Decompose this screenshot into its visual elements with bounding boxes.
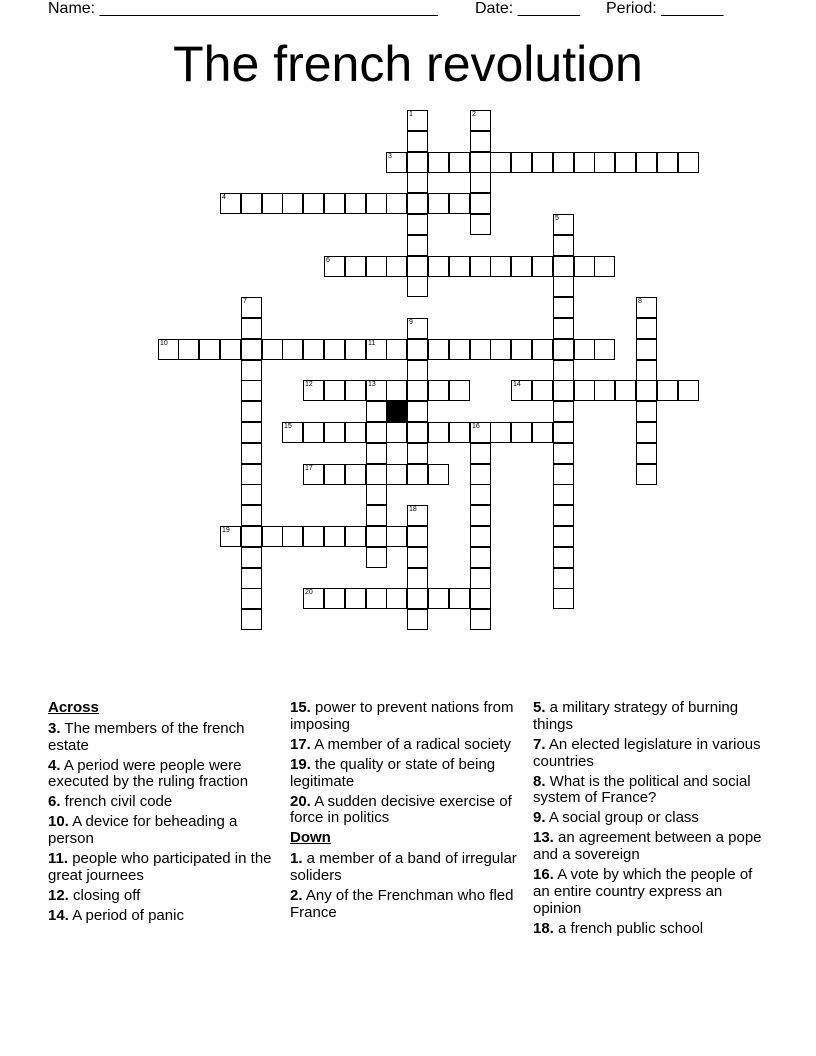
grid-cell[interactable] <box>678 152 699 173</box>
grid-cell[interactable] <box>470 110 491 131</box>
clue-item <box>290 851 528 885</box>
clue-text: A sudden decisive exercise of force in politics <box>290 792 512 827</box>
grid-cell[interactable] <box>345 422 366 443</box>
grid-cell[interactable] <box>449 588 470 609</box>
grid-cell[interactable] <box>428 422 449 443</box>
grid-cell[interactable] <box>324 256 345 277</box>
grid-cell[interactable] <box>574 152 595 173</box>
grid-cell[interactable] <box>574 256 595 277</box>
grid-cell[interactable] <box>386 588 407 609</box>
grid-cell[interactable] <box>470 484 491 505</box>
grid-cell[interactable] <box>636 464 657 485</box>
clue-number: 12 <box>305 381 313 388</box>
clue-number-label: 7. <box>533 735 546 753</box>
grid-cell[interactable] <box>366 256 387 277</box>
grid-cell[interactable] <box>470 547 491 568</box>
grid-cell[interactable] <box>449 193 470 214</box>
grid-cell[interactable] <box>553 318 574 339</box>
grid-cell[interactable] <box>449 152 470 173</box>
grid-cell[interactable] <box>303 380 324 401</box>
grid-cell[interactable] <box>220 339 241 360</box>
grid-cell[interactable] <box>470 526 491 547</box>
grid-cell[interactable] <box>386 339 407 360</box>
grid-cell[interactable] <box>553 422 574 443</box>
grid-cell[interactable] <box>282 422 303 443</box>
clue-number-label: 15. <box>290 699 311 716</box>
clue-item <box>533 921 771 938</box>
clue-number-label: 14. <box>48 906 69 924</box>
grid-cell[interactable] <box>490 256 511 277</box>
grid-cell[interactable] <box>428 193 449 214</box>
clue-item <box>533 830 771 864</box>
grid-cell[interactable] <box>449 422 470 443</box>
grid-cell[interactable] <box>532 339 553 360</box>
grid-cell[interactable] <box>386 422 407 443</box>
grid-cell[interactable] <box>366 526 387 547</box>
clue-item <box>48 814 286 848</box>
grid-cell[interactable] <box>220 526 241 547</box>
grid-cell[interactable] <box>366 464 387 485</box>
grid-cell[interactable] <box>553 360 574 381</box>
grid-cell[interactable] <box>511 339 532 360</box>
clue-text: closing off <box>68 886 141 904</box>
clue-number-label: 20. <box>290 792 311 810</box>
clue-item <box>290 737 528 754</box>
grid-cell[interactable] <box>386 193 407 214</box>
grid-cell[interactable] <box>407 172 428 193</box>
grid-cell[interactable] <box>428 256 449 277</box>
clue-item <box>48 908 286 925</box>
grid-cell[interactable] <box>241 588 262 609</box>
grid-cell[interactable] <box>574 380 595 401</box>
date-field[interactable]: Date: _______ <box>475 0 580 17</box>
grid-cell[interactable] <box>303 464 324 485</box>
grid-cell[interactable] <box>553 214 574 235</box>
clue-number: 7 <box>243 298 247 305</box>
grid-cell[interactable] <box>407 443 428 464</box>
grid-cell[interactable] <box>366 401 387 422</box>
clue-item <box>533 810 771 827</box>
grid-cell[interactable] <box>490 152 511 173</box>
grid-cell[interactable] <box>241 318 262 339</box>
grid-cell[interactable] <box>407 568 428 589</box>
clue-number: 11 <box>368 340 376 347</box>
grid-cell[interactable] <box>241 422 262 443</box>
grid-cell[interactable] <box>345 256 366 277</box>
grid-cell[interactable] <box>428 152 449 173</box>
grid-cell[interactable] <box>449 256 470 277</box>
clue-number-label: 18. <box>533 919 554 937</box>
grid-cell[interactable] <box>303 526 324 547</box>
grid-cell[interactable] <box>553 588 574 609</box>
grid-cell[interactable] <box>553 505 574 526</box>
grid-cell[interactable] <box>178 339 199 360</box>
grid-cell[interactable] <box>241 297 262 318</box>
clue-text: an agreement between a pope and a sovereign <box>533 829 762 864</box>
name-field[interactable]: Name: ______________________________________ <box>48 0 438 17</box>
grid-cell[interactable] <box>532 152 553 173</box>
grid-cell[interactable] <box>511 256 532 277</box>
grid-cell[interactable] <box>553 484 574 505</box>
grid-cell[interactable] <box>407 401 428 422</box>
grid-cell[interactable] <box>636 380 657 401</box>
grid-cell[interactable] <box>407 588 428 609</box>
clue-number-label: 10. <box>48 813 69 831</box>
clue-text: A vote by which the people of an entire country express an opinion <box>533 866 753 917</box>
clue-number-label: 6. <box>48 793 61 811</box>
grid-cell[interactable] <box>241 443 262 464</box>
grid-cell[interactable] <box>241 193 262 214</box>
clue-text: french civil code <box>60 793 173 811</box>
grid-cell[interactable] <box>594 152 615 173</box>
grid-cell[interactable] <box>470 568 491 589</box>
grid-cell[interactable] <box>345 339 366 360</box>
grid-cell[interactable] <box>386 256 407 277</box>
clue-text: a french public school <box>553 919 704 937</box>
grid-cell[interactable] <box>470 588 491 609</box>
clue-item <box>290 700 528 734</box>
clue-number: 4 <box>222 194 226 201</box>
clue-item <box>533 867 771 917</box>
grid-cell[interactable] <box>470 422 491 443</box>
grid-cell[interactable] <box>241 609 262 630</box>
grid-cell[interactable] <box>386 380 407 401</box>
clue-text: a member of a band of irregular soliders <box>290 850 517 884</box>
grid-cell[interactable] <box>345 526 366 547</box>
grid-cell[interactable] <box>241 339 262 360</box>
grid-cell[interactable] <box>636 339 657 360</box>
clue-text: A social group or class <box>545 809 699 827</box>
grid-cell[interactable] <box>241 401 262 422</box>
grid-cell[interactable] <box>241 526 262 547</box>
grid-cell[interactable] <box>449 380 470 401</box>
clue-item <box>48 758 286 792</box>
clue-number: 20 <box>305 589 313 596</box>
clue-text: A period of panic <box>68 906 184 924</box>
grid-cell[interactable] <box>574 339 595 360</box>
grid-cell[interactable] <box>511 152 532 173</box>
grid-cell[interactable] <box>241 380 262 401</box>
grid-cell[interactable] <box>532 256 553 277</box>
clue-item <box>290 888 528 922</box>
grid-cell[interactable] <box>407 256 428 277</box>
clue-item <box>48 851 286 885</box>
clue-number-label: 9. <box>533 809 546 827</box>
grid-cell[interactable] <box>428 588 449 609</box>
grid-cell[interactable] <box>407 380 428 401</box>
grid-cell[interactable] <box>366 484 387 505</box>
clue-column-3 <box>533 700 771 941</box>
grid-cell[interactable] <box>324 380 345 401</box>
grid-cell[interactable] <box>407 526 428 547</box>
grid-cell[interactable] <box>303 339 324 360</box>
grid-cell[interactable] <box>470 505 491 526</box>
grid-cell[interactable] <box>490 339 511 360</box>
clue-item <box>533 774 771 808</box>
clue-number: 15 <box>284 423 292 430</box>
grid-cell[interactable] <box>366 588 387 609</box>
clue-number: 13 <box>368 381 376 388</box>
grid-cell[interactable] <box>407 505 428 526</box>
grid-cell[interactable] <box>449 339 470 360</box>
grid-cell[interactable] <box>241 484 262 505</box>
clue-number: 5 <box>555 215 559 222</box>
grid-cell[interactable] <box>511 422 532 443</box>
black-square <box>386 401 407 422</box>
grid-cell[interactable] <box>345 464 366 485</box>
period-field[interactable]: Period: _______ <box>606 0 724 17</box>
clue-number-label: 16. <box>533 866 554 884</box>
grid-cell[interactable] <box>303 193 324 214</box>
clue-number-label: 3. <box>48 719 61 737</box>
grid-cell[interactable] <box>636 443 657 464</box>
grid-cell[interactable] <box>636 318 657 339</box>
grid-cell[interactable] <box>282 193 303 214</box>
grid-cell[interactable] <box>241 568 262 589</box>
grid-cell[interactable] <box>657 380 678 401</box>
grid-cell[interactable] <box>636 401 657 422</box>
grid-cell[interactable] <box>594 256 615 277</box>
grid-cell[interactable] <box>262 526 283 547</box>
clue-text: A member of a radical society <box>310 735 511 753</box>
clue-number-label: 5. <box>533 699 546 716</box>
grid-cell[interactable] <box>303 422 324 443</box>
grid-cell[interactable] <box>636 360 657 381</box>
grid-cell[interactable] <box>470 256 491 277</box>
grid-cell[interactable] <box>241 360 262 381</box>
grid-cell[interactable] <box>407 152 428 173</box>
clue-item <box>48 721 286 755</box>
grid-cell[interactable] <box>532 380 553 401</box>
grid-cell[interactable] <box>470 172 491 193</box>
grid-cell[interactable] <box>553 339 574 360</box>
grid-cell[interactable] <box>407 339 428 360</box>
clue-text: power to prevent nations from imposing <box>290 699 514 733</box>
clue-section-heading: Down <box>290 829 331 847</box>
grid-cell[interactable] <box>324 588 345 609</box>
grid-cell[interactable] <box>553 547 574 568</box>
grid-cell[interactable] <box>386 526 407 547</box>
grid-cell[interactable] <box>199 339 220 360</box>
clue-item <box>290 794 528 828</box>
grid-cell[interactable] <box>553 297 574 318</box>
grid-cell[interactable] <box>553 152 574 173</box>
clue-item <box>48 794 286 811</box>
grid-cell[interactable] <box>241 547 262 568</box>
grid-cell[interactable] <box>241 464 262 485</box>
clue-item <box>48 888 286 905</box>
clue-text: The members of the french estate <box>48 719 245 754</box>
grid-cell[interactable] <box>220 193 241 214</box>
grid-cell[interactable] <box>262 339 283 360</box>
grid-cell[interactable] <box>615 380 636 401</box>
clue-number: 19 <box>222 527 230 534</box>
grid-cell[interactable] <box>407 235 428 256</box>
grid-cell[interactable] <box>594 339 615 360</box>
grid-cell[interactable] <box>366 547 387 568</box>
grid-cell[interactable] <box>553 401 574 422</box>
clue-number-label: 12. <box>48 886 69 904</box>
clue-number: 8 <box>638 298 642 305</box>
grid-cell[interactable] <box>407 214 428 235</box>
puzzle-title: The french revolution <box>173 36 643 92</box>
clue-number: 6 <box>326 257 330 264</box>
grid-cell[interactable] <box>407 547 428 568</box>
grid-cell[interactable] <box>657 152 678 173</box>
grid-cell[interactable] <box>428 464 449 485</box>
grid-cell[interactable] <box>678 380 699 401</box>
grid-cell[interactable] <box>553 568 574 589</box>
grid-cell[interactable] <box>470 152 491 173</box>
clue-number: 18 <box>409 506 417 513</box>
clue-number-label: 19. <box>290 755 311 773</box>
grid-cell[interactable] <box>407 276 428 297</box>
grid-cell[interactable] <box>366 380 387 401</box>
clue-number-label: 2. <box>290 886 303 904</box>
grid-cell[interactable] <box>636 152 657 173</box>
clue-text: Any of the Frenchman who fled France <box>290 886 514 921</box>
clue-number: 3 <box>388 153 392 160</box>
clue-number: 14 <box>513 381 521 388</box>
clue-number-label: 17. <box>290 735 311 753</box>
clue-number: 16 <box>472 423 480 430</box>
grid-cell[interactable] <box>470 131 491 152</box>
grid-cell[interactable] <box>407 131 428 152</box>
grid-cell[interactable] <box>594 380 615 401</box>
grid-cell[interactable] <box>407 318 428 339</box>
clue-number: 1 <box>409 111 413 118</box>
grid-cell[interactable] <box>470 609 491 630</box>
grid-cell[interactable] <box>553 526 574 547</box>
grid-cell[interactable] <box>470 214 491 235</box>
clue-number-label: 4. <box>48 756 61 774</box>
grid-cell[interactable] <box>241 505 262 526</box>
grid-cell[interactable] <box>428 380 449 401</box>
clue-number: 10 <box>160 340 168 347</box>
clue-number-label: 13. <box>533 829 554 847</box>
grid-cell[interactable] <box>345 380 366 401</box>
grid-cell[interactable] <box>324 339 345 360</box>
grid-cell[interactable] <box>366 422 387 443</box>
grid-cell[interactable] <box>366 339 387 360</box>
clue-text: A period were people were executed by the ruling fraction <box>48 756 249 791</box>
clue-item <box>533 737 771 771</box>
grid-cell[interactable] <box>407 110 428 131</box>
clue-item <box>290 757 528 791</box>
grid-cell[interactable] <box>553 443 574 464</box>
clue-number: 9 <box>409 319 413 326</box>
grid-cell[interactable] <box>324 464 345 485</box>
grid-cell[interactable] <box>470 464 491 485</box>
grid-cell[interactable] <box>407 422 428 443</box>
grid-cell[interactable] <box>345 588 366 609</box>
grid-cell[interactable] <box>407 193 428 214</box>
grid-cell[interactable] <box>636 297 657 318</box>
clue-section-heading: Across <box>48 699 99 716</box>
grid-cell[interactable] <box>428 339 449 360</box>
clue-text: a military strategy of burning things <box>533 699 739 733</box>
grid-cell[interactable] <box>366 193 387 214</box>
grid-cell[interactable] <box>636 422 657 443</box>
grid-cell[interactable] <box>158 339 179 360</box>
clue-number-label: 8. <box>533 772 546 790</box>
grid-cell[interactable] <box>366 443 387 464</box>
grid-cell[interactable] <box>470 193 491 214</box>
clue-text: An elected legislature in various countries <box>533 735 761 770</box>
grid-cell[interactable] <box>303 588 324 609</box>
grid-cell[interactable] <box>553 276 574 297</box>
grid-cell[interactable] <box>553 235 574 256</box>
grid-cell[interactable] <box>407 464 428 485</box>
clue-item <box>533 700 771 734</box>
clue-text: What is the political and social system of France? <box>533 772 751 807</box>
grid-cell[interactable] <box>490 422 511 443</box>
clue-text: people who participated in the great journees <box>48 850 272 884</box>
clue-text: the quality or state of being legitimate <box>290 755 496 790</box>
clue-column-1 <box>48 700 286 928</box>
grid-cell[interactable] <box>386 464 407 485</box>
grid-cell[interactable] <box>262 193 283 214</box>
grid-cell[interactable] <box>366 505 387 526</box>
grid-cell[interactable] <box>324 526 345 547</box>
clue-number-label: 1. <box>290 850 303 868</box>
grid-cell[interactable] <box>470 443 491 464</box>
grid-cell[interactable] <box>282 339 303 360</box>
grid-cell[interactable] <box>282 526 303 547</box>
grid-cell[interactable] <box>470 339 491 360</box>
grid-cell[interactable] <box>553 256 574 277</box>
grid-cell[interactable] <box>324 422 345 443</box>
clue-number-label: 11. <box>48 850 69 868</box>
clue-text: A device for beheading a person <box>48 813 238 848</box>
grid-cell[interactable] <box>532 422 553 443</box>
grid-cell[interactable] <box>386 152 407 173</box>
grid-cell[interactable] <box>511 380 532 401</box>
grid-cell[interactable] <box>407 609 428 630</box>
grid-cell[interactable] <box>407 360 428 381</box>
grid-cell[interactable] <box>553 464 574 485</box>
grid-cell[interactable] <box>345 193 366 214</box>
clue-column-2 <box>290 700 528 925</box>
clue-number: 17 <box>305 465 313 472</box>
grid-cell[interactable] <box>615 152 636 173</box>
clue-number: 2 <box>472 111 476 118</box>
grid-cell[interactable] <box>553 380 574 401</box>
grid-cell[interactable] <box>324 193 345 214</box>
